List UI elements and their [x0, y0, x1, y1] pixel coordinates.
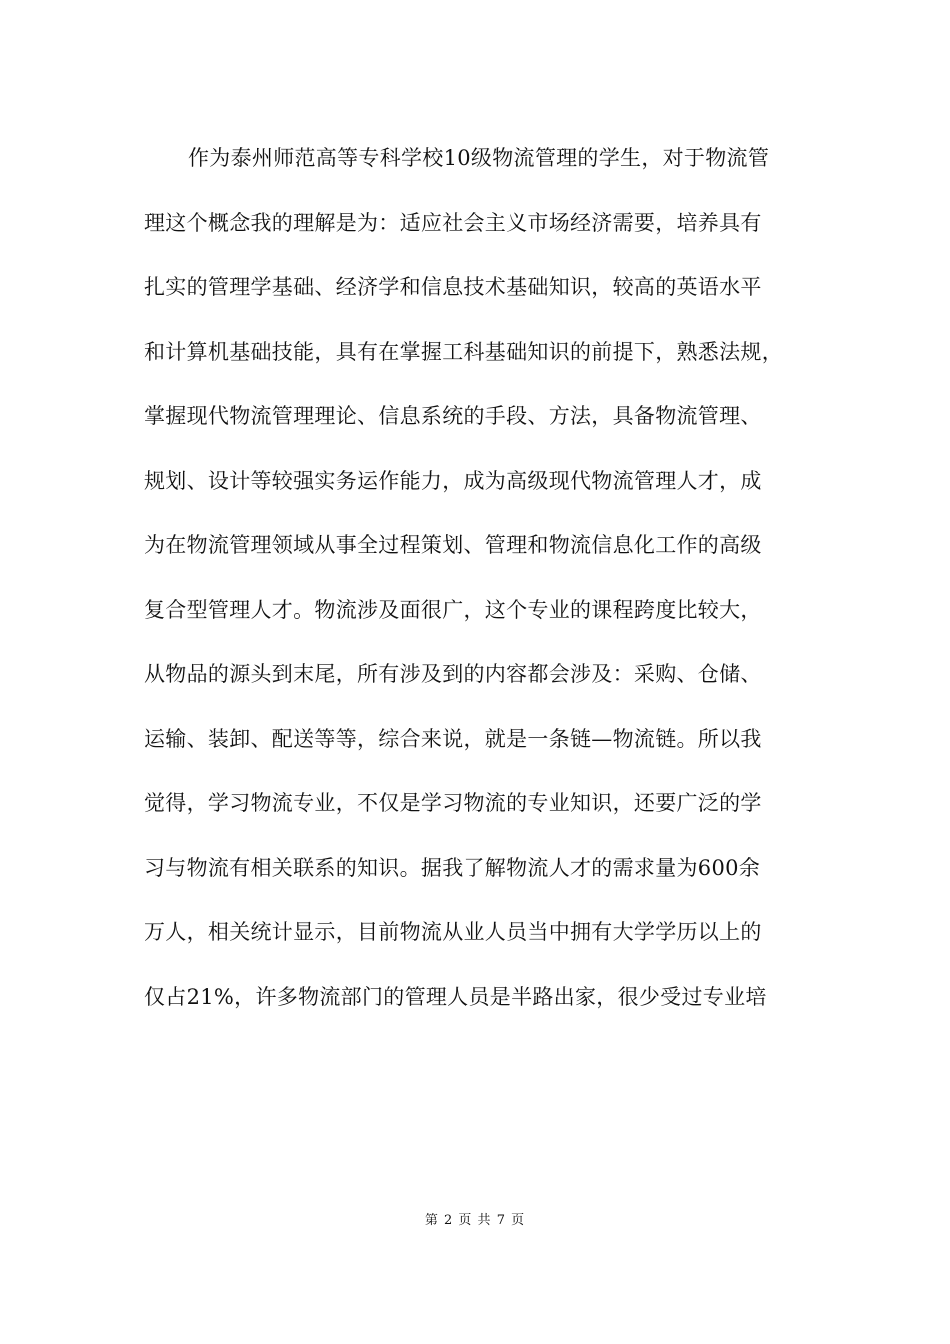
text-line: 万人，相关统计显示，目前物流从业人员当中拥有大学学历以上的 [144, 920, 762, 944]
text-line: 和计算机基础技能，具有在掌握工科基础知识的前提下，熟悉法规， [144, 339, 783, 364]
text-line: 作为泰州师范高等专科学校10级物流管理的学生，对于物流管 [188, 146, 770, 170]
text-line: 运输、装卸、配送等等，综合来说，就是一条链—物流链。所以我 [144, 726, 762, 751]
text-line: 从物品的源头到末尾，所有涉及到的内容都会涉及：采购、仓储、 [144, 662, 762, 686]
text-line: 为在物流管理领域从事全过程策划、管理和物流信息化工作的高级 [144, 533, 762, 557]
text-line: 仅占21%，许多物流部门的管理人员是半路出家，很少受过专业培 [144, 984, 767, 1009]
text-line: 复合型管理人才。物流涉及面很广，这个专业的课程跨度比较大， [144, 597, 762, 622]
text-line: 规划、设计等较强实务运作能力，成为高级现代物流管理人才，成 [144, 468, 762, 493]
body-paragraph [144, 138, 834, 1041]
text-line: 理这个概念我的理解是为：适应社会主义市场经济需要，培养具有 [144, 210, 762, 235]
text-line: 习与物流有相关联系的知识。据我了解物流人才的需求量为600余 [144, 855, 761, 880]
text-line: 扎实的管理学基础、经济学和信息技术基础知识，较高的英语水平 [144, 275, 762, 299]
text-line: 掌握现代物流管理理论、信息系统的手段、方法，具备物流管理、 [144, 404, 762, 428]
page-number-footer: 第 2 页 共 7 页 [424, 1213, 526, 1228]
text-line: 觉得，学习物流专业，不仅是学习物流的专业知识，还要广泛的学 [144, 791, 762, 815]
